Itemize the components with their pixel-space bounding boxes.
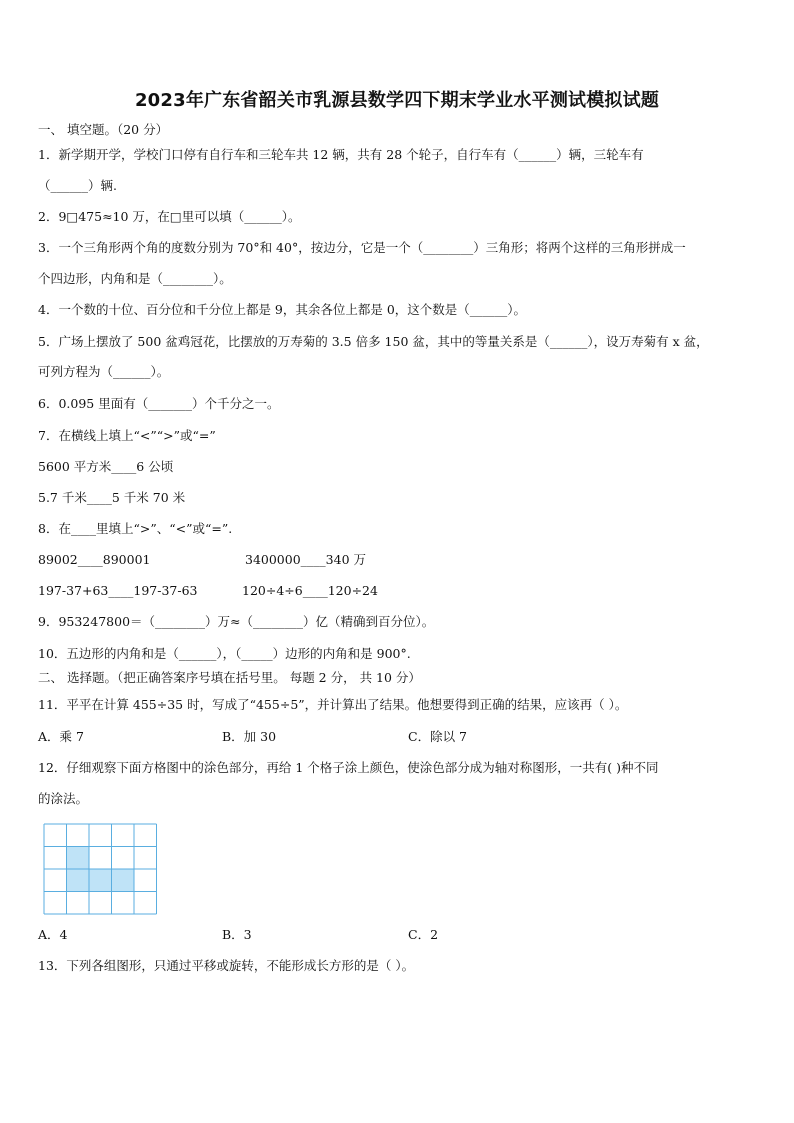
question-5-line-1: 5．广场上摆放了 500 盆鸡冠花，比摆放的万寿菊的 3.5 倍多 150 盆，其中的等量关系是（______），设万寿菊有 x 盆， [38,334,709,349]
shaded-cell [89,869,112,892]
page-title: 2023年广东省韶关市乳源县数学四下期末学业水平测试模拟试题 [134,90,660,111]
question-3-line-1: 3．一个三角形两个角的度数分别为 70°和 40°，按边分，它是一个（________）三角形；将两个这样的三角形拼成一 [38,240,686,255]
section-2-heading: 二、 选择题。（把正确答案序号填在括号里。 每题 2 分， 共 10 分） [38,670,421,685]
question-11-option-c: C．除以 7 [408,729,467,744]
question-9: 9．953247800＝（________）万≈（________）亿（精确到百分位）。 [38,614,435,629]
question-8-item-d: 120÷4÷6____120÷24 [242,583,378,598]
question-3-line-2: 个四边形，内角和是（________）。 [38,271,232,286]
shaded-cell [67,869,90,892]
question-8-item-a: 89002____890001 [38,552,151,567]
question-13: 13．下列各组图形，只通过平移或旋转，不能形成长方形的是（ ）。 [38,958,415,973]
question-5-line-2: 可列方程为（______）。 [38,364,170,379]
question-8-stem: 8．在____里填上“>”、“<”或“=”. [38,521,233,536]
question-10: 10．五边形的内角和是（______），（_____）边形的内角和是 900°. [38,646,411,661]
question-1-line-1: 1．新学期开学，学校门口停有自行车和三轮车共 12 辆，共有 28 个轮子，自行车有（______）辆，三轮车有 [38,147,644,162]
question-11-option-b: B．加 30 [222,729,277,744]
question-1-line-2: （______）辆. [38,178,117,193]
shaded-cell [112,869,135,892]
question-4: 4．一个数的十位、百分位和千分位上都是 9，其余各位上都是 0，这个数是（______）。 [38,302,527,317]
question-12-option-c: C．2 [408,927,439,942]
shaded-grid-figure [43,823,159,917]
question-7-stem: 7．在横线上填上“<”“>”或“=” [38,428,216,443]
question-12-option-a: A．4 [38,927,68,942]
question-11: 11．平平在计算 455÷35 时，写成了“455÷5”，并计算出了结果。他想要得到正确的结果，应该再（ ）。 [38,697,628,712]
question-8-item-b: 3400000____340 万 [245,552,367,567]
shaded-cell [67,847,90,870]
section-1-heading: 一、 填空题。（20 分） [38,122,169,137]
question-12-line-2: 的涂法。 [38,791,89,806]
question-6: 6．0.095 里面有（_______）个千分之一。 [38,396,280,411]
question-11-option-a: A．乘 7 [38,729,84,744]
question-8-item-c: 197-37+63____197-37-63 [38,583,198,598]
question-12-option-b: B．3 [222,927,252,942]
question-7-item-b: 5.7 千米____5 千米 70 米 [38,490,186,505]
question-7-item-a: 5600 平方米____6 公顷 [38,459,174,474]
question-2: 2．9□475≈10 万，在□里可以填（______）。 [38,209,301,224]
question-12-line-1: 12．仔细观察下面方格图中的涂色部分，再给 1 个格子涂上颜色，使涂色部分成为轴对称图形，一共有( )种不同 [38,760,659,775]
